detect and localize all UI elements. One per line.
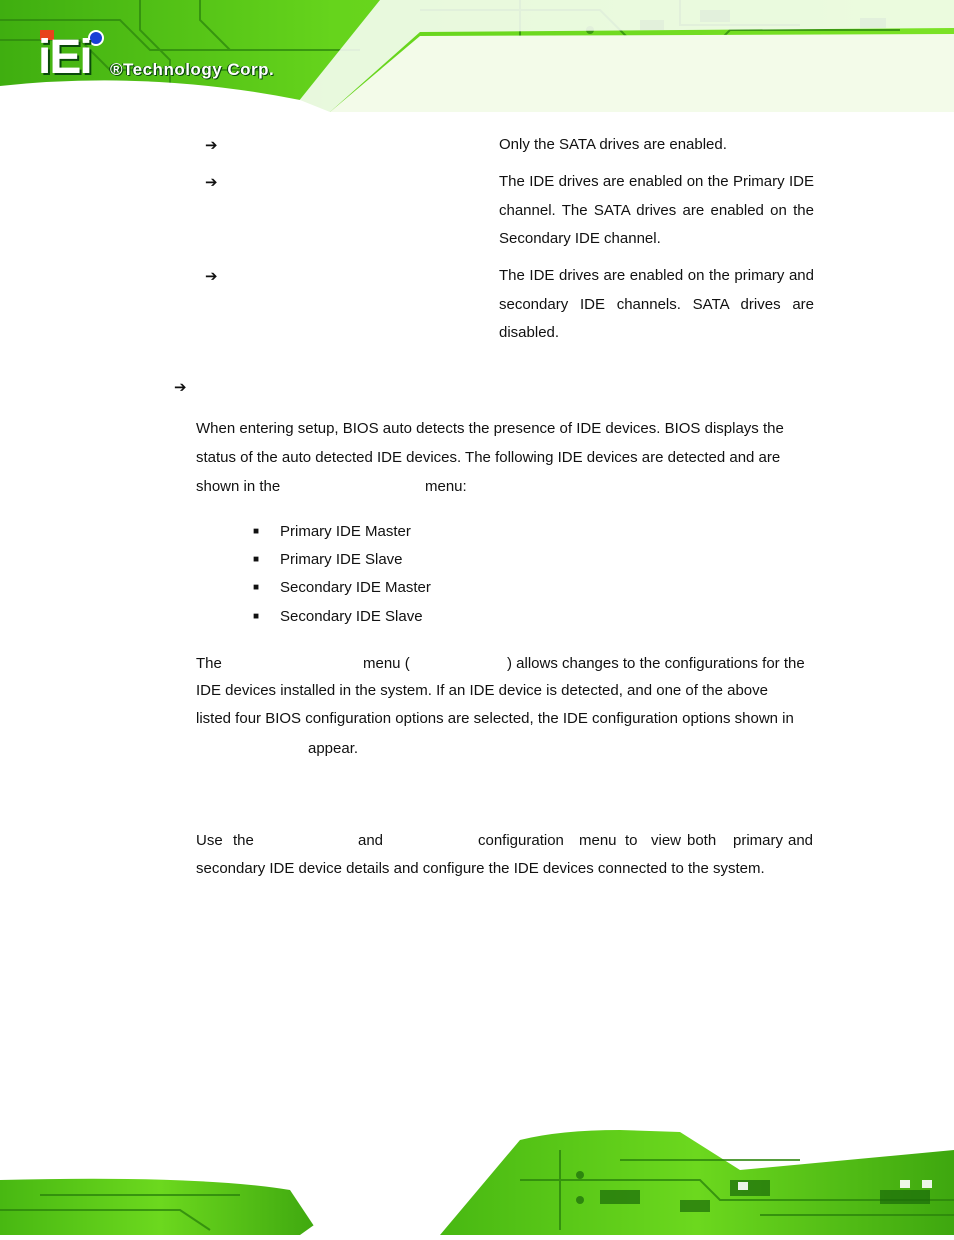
use-word: and — [788, 832, 814, 849]
config-line: IDE devices installed in the system. If an IDE device is detected, and one of the above — [196, 682, 768, 699]
use-word: to — [625, 832, 638, 849]
use-word: Use — [196, 832, 223, 849]
use-line: secondary IDE device details and configure the IDE devices connected to the system. — [196, 860, 765, 877]
footer-circuit-banner — [0, 1120, 954, 1235]
use-word: menu — [579, 832, 617, 849]
intro-line-end: menu: — [425, 478, 467, 495]
use-word: view — [651, 832, 682, 849]
bullet-icon: ■ — [253, 526, 260, 537]
config-line-end: ) allows changes to the configurations for the — [507, 655, 805, 672]
intro-line: status of the auto detected IDE devices. The following IDE devices are detected and are — [196, 449, 781, 466]
header-circuit-banner — [0, 0, 954, 112]
use-word: and — [358, 832, 384, 849]
logo-text: ®Technology Corp. — [110, 60, 275, 79]
intro-line: When entering setup, BIOS auto detects the presence of IDE devices. BIOS displays the — [196, 420, 784, 437]
page-header — [0, 0, 954, 112]
use-word: both — [687, 832, 717, 849]
bullet-icon: ■ — [253, 554, 260, 565]
list-item: Primary IDE Slave — [280, 551, 403, 568]
option-description: Only the SATA drives are enabled. — [499, 136, 727, 153]
config-line: listed four BIOS configuration options are selected, the IDE configuration options shown in — [196, 710, 794, 727]
use-word: configuration — [478, 832, 564, 849]
config-line-mid: menu ( — [363, 655, 410, 672]
list-item: Primary IDE Master — [280, 523, 411, 540]
config-line-end: appear. — [308, 740, 359, 757]
option-arrow-icon: ➔ — [205, 137, 218, 154]
intro-line-start: shown in the — [196, 478, 281, 495]
option-description: The IDE drives are enabled on the Primary IDE channel. The SATA drives are enabled on the Secondary IDE channel. — [499, 173, 814, 247]
list-item: Secondary IDE Master — [280, 579, 431, 596]
logo-mark: iEi — [38, 31, 91, 84]
bullet-icon: ■ — [253, 582, 260, 593]
section-arrow-icon: ➔ — [174, 379, 187, 396]
use-word: primary — [733, 832, 784, 849]
option-arrow-icon: ➔ — [205, 268, 218, 285]
bullet-icon: ■ — [253, 611, 260, 622]
list-item: Secondary IDE Slave — [280, 608, 423, 625]
page-footer — [0, 1120, 954, 1235]
option-arrow-icon: ➔ — [205, 174, 218, 191]
config-line-start: The — [196, 655, 222, 672]
use-word: the — [233, 832, 254, 849]
option-description: The IDE drives are enabled on the primary and secondary IDE channels. SATA drives are disabled. — [499, 267, 814, 341]
